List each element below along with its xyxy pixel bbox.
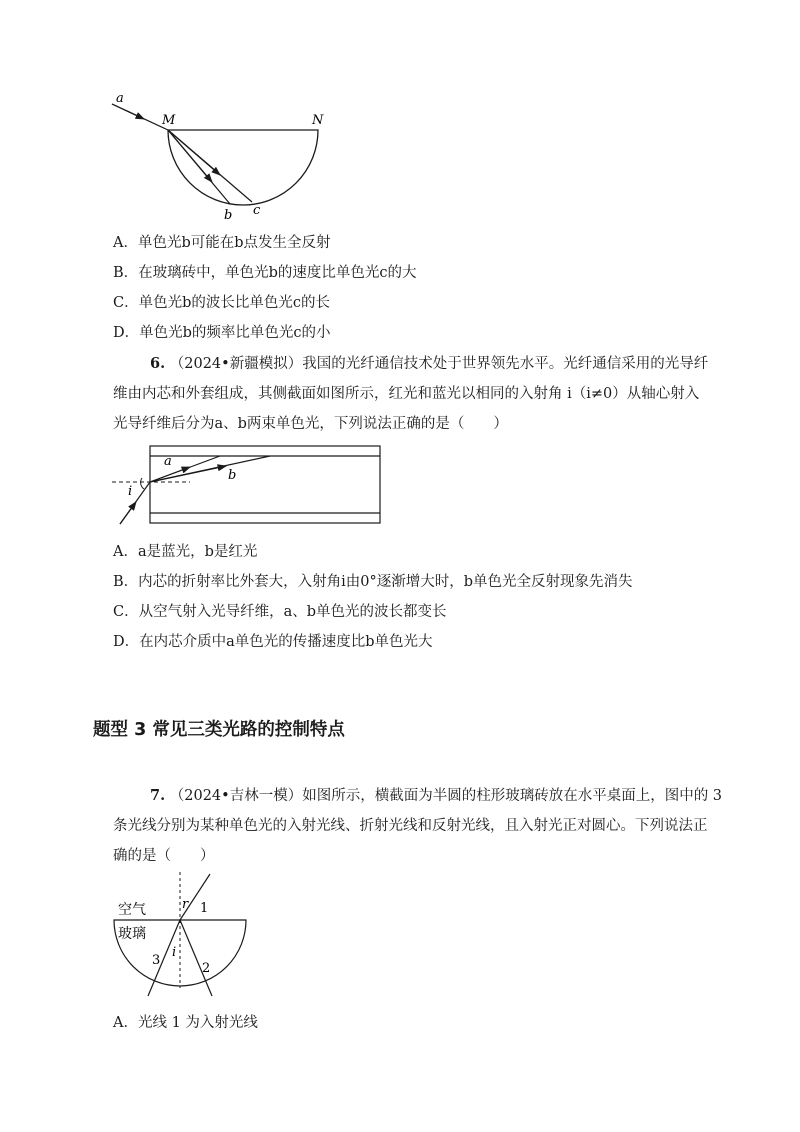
label-i: i (172, 945, 177, 960)
label-b: b (224, 208, 233, 223)
q5-option-d: D．单色光b的频率比单色光c的小 (113, 325, 331, 341)
q6-option-b: B．内芯的折射率比外套大，入射角i由0°逐渐增大时，b单色光全反射现象先消失 (113, 574, 633, 590)
q6-stem-line-1: 6. （2024•新疆模拟）我国的光纤通信技术处于世界领先水平。光纤通信采用的光导纤 (150, 355, 709, 372)
label-1: 1 (200, 901, 209, 916)
q6-stem-line-2: 维由内芯和外套组成，其侧截面如图所示，红光和蓝光以相同的入射角 i（i≠0）从轴心射入 (113, 386, 700, 402)
label-2: 2 (202, 961, 211, 976)
q5-option-c: C．单色光b的波长比单色光c的长 (113, 295, 330, 311)
q6-number: 6. (150, 355, 166, 372)
label-3: 3 (152, 953, 161, 968)
q6-option-c: C．从空气射入光导纤维，a、b单色光的波长都变长 (113, 604, 447, 620)
optical-fiber-figure (108, 440, 388, 530)
fiber-label-i: i (128, 484, 133, 499)
label-a: a (116, 91, 124, 106)
section-heading: 题型 3 常见三类光路的控制特点 (93, 720, 345, 740)
fiber-label-b: b (228, 468, 237, 483)
q6-option-d: D．在内芯介质中a单色光的传播速度比b单色光大 (113, 634, 433, 650)
q7-stem-line-2: 条光线分别为某种单色光的入射光线、折射光线和反射光线，且入射光正对圆心。下列说法正 (113, 818, 708, 834)
label-glass: 玻璃 (118, 926, 146, 942)
q5-option-b: B．在玻璃砖中，单色光b的速度比单色光c的大 (113, 265, 417, 281)
label-c: c (253, 203, 261, 218)
q5-option-a: A．单色光b可能在b点发生全反射 (113, 235, 331, 251)
q7-stem-line-1: 7. （2024•吉林一模）如图所示，横截面为半圆的柱形玻璃砖放在水平桌面上，图中的 3 (150, 787, 723, 804)
label-M: M (162, 113, 176, 128)
q7-option-a: A．光线 1 为入射光线 (113, 1015, 258, 1031)
q6-option-a: A．a是蓝光，b是红光 (113, 544, 258, 560)
semicircle-prism-figure (100, 88, 340, 228)
label-N: N (312, 113, 324, 128)
label-r: r (182, 897, 189, 912)
q7-number: 7. (150, 787, 166, 804)
semicircle-glass-figure (108, 868, 258, 1000)
label-air: 空气 (118, 902, 146, 918)
q6-stem-line-3: 光导纤维后分为a、b两束单色光，下列说法正确的是（ ） (113, 416, 508, 432)
fiber-label-a: a (164, 454, 172, 469)
q7-stem-line-3: 确的是（ ） (113, 848, 215, 864)
